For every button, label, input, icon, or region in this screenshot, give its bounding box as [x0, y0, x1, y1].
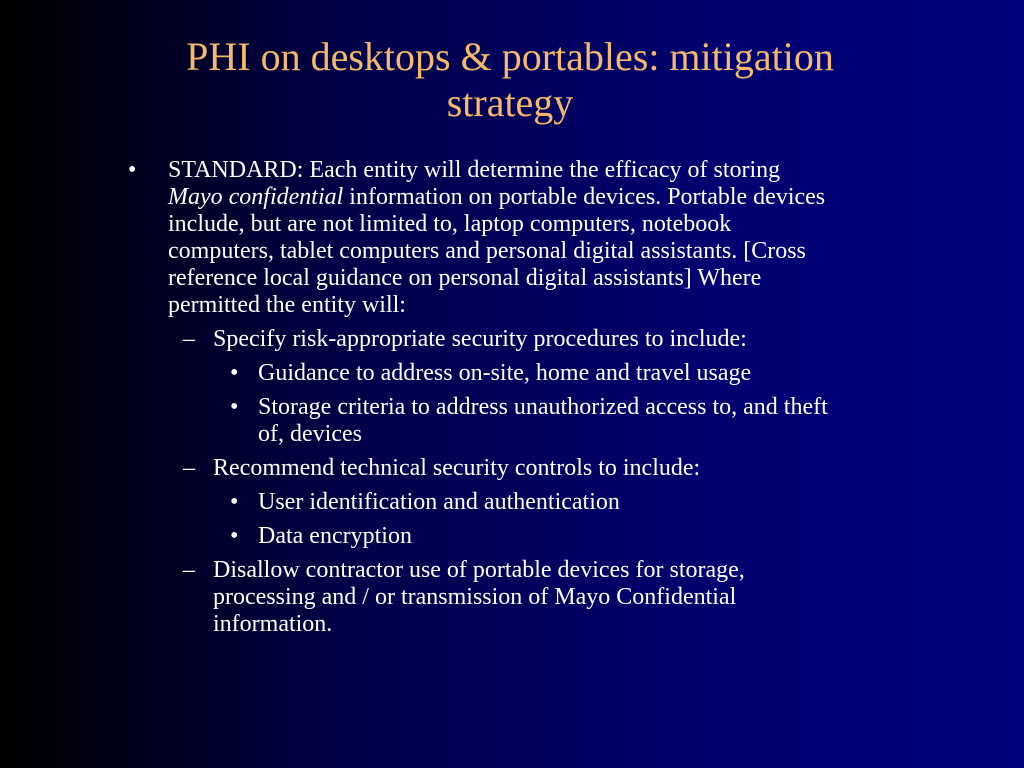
slide-title-line-2: strategy	[446, 80, 574, 125]
standard-line-2-rest: information on portable devices. Portable devices	[343, 184, 826, 210]
standard-line-2	[168, 184, 968, 211]
standard-line-3: include, but are not limited to, laptop computers, notebook	[168, 211, 732, 237]
bullet-marker: •	[230, 394, 239, 420]
sub-sub-item-text: Storage criteria to address unauthorized access to, and theft	[258, 394, 828, 420]
bullet-marker: •	[230, 489, 239, 515]
sub-sub-item-text: Guidance to address on-site, home and travel usage	[258, 360, 752, 386]
standard-line-4: computers, tablet computers and personal digital assistants. [Cross	[168, 238, 806, 264]
slide-title	[100, 34, 920, 126]
sub-sub-item-text: of, devices	[258, 421, 362, 447]
standard-line-1: STANDARD: Each entity will determine the efficacy of storing	[168, 157, 781, 183]
sub-item-text: Recommend technical security controls to include:	[213, 455, 701, 481]
sub-item-text: information.	[213, 611, 333, 637]
sub-item-text: Disallow contractor use of portable devices for storage,	[213, 557, 745, 583]
bullet-marker: •	[230, 360, 239, 386]
dash-marker: –	[183, 455, 195, 481]
sub-item-disallow	[183, 557, 973, 638]
sub-sub-item-encryption	[230, 523, 958, 550]
sub-item-text: processing and / or transmission of Mayo Confidential	[213, 584, 737, 610]
standard-bullet-item	[128, 157, 968, 319]
sub-sub-item-guidance	[230, 360, 958, 387]
sub-sub-item-text: Data encryption	[258, 523, 412, 549]
sub-item-text: Specify risk-appropriate security procedures to include:	[213, 326, 747, 352]
dash-marker: –	[183, 326, 195, 352]
bullet-marker: •	[128, 157, 137, 183]
standard-italic-text: Mayo confidential	[168, 184, 344, 210]
sub-sub-item-storage	[230, 394, 958, 448]
dash-marker: –	[183, 557, 195, 583]
sub-sub-item-text: User identification and authentication	[258, 489, 620, 515]
sub-item-specify	[183, 326, 973, 353]
standard-line-6: permitted the entity will:	[168, 292, 406, 318]
sub-sub-item-user-id	[230, 489, 958, 516]
slide-title-line-1: PHI on desktops & portables: mitigation	[186, 34, 834, 79]
sub-item-recommend	[183, 455, 973, 482]
slide-body	[0, 157, 1024, 638]
bullet-marker: •	[230, 523, 239, 549]
standard-line-5: reference local guidance on personal digital assistants] Where	[168, 265, 762, 291]
